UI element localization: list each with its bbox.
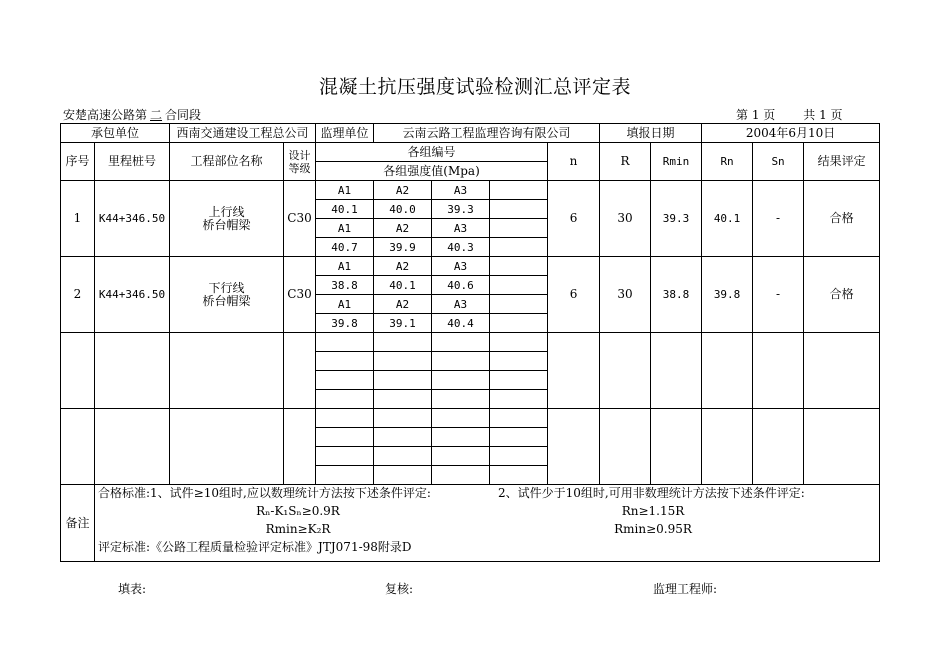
remarks-row	[61, 485, 880, 562]
empty-row	[61, 409, 880, 428]
strength-value: 40.6	[432, 276, 490, 295]
record-grade: C30	[284, 257, 316, 333]
project-suffix: 合同段	[165, 108, 202, 122]
empty-cell	[490, 181, 548, 200]
header-grade: 设计等级	[284, 143, 316, 181]
group-label: A1	[316, 257, 374, 276]
group-label: A2	[374, 219, 432, 238]
empty-cell	[490, 276, 548, 295]
date-label: 填报日期	[600, 124, 702, 143]
remark-condition-1a: Rₙ-K₁Sₙ≥0.9R	[256, 504, 340, 518]
strength-value: 40.1	[316, 200, 374, 219]
remarks-content	[95, 485, 880, 562]
strength-value: 39.8	[316, 314, 374, 333]
summary-table	[60, 123, 880, 562]
page-current: 第 1 页	[736, 108, 776, 122]
header-r: R	[600, 143, 651, 181]
info-row	[61, 124, 880, 143]
header-result: 结果评定	[804, 143, 880, 181]
record-station: K44+346.50	[95, 257, 170, 333]
footer-engineer: 监理工程师:	[653, 582, 718, 596]
supervisor-value: 云南云路工程监理咨询有限公司	[374, 124, 600, 143]
record-grade: C30	[284, 181, 316, 257]
remark-condition-2a: Rmin≥K₂R	[265, 522, 331, 536]
record-part-line1: 下行线	[208, 280, 245, 295]
strength-value: 40.0	[374, 200, 432, 219]
record-part-line1: 上行线	[208, 204, 245, 219]
strength-value: 39.9	[374, 238, 432, 257]
empty-cell	[490, 295, 548, 314]
record-n: 6	[548, 257, 600, 333]
header-strength: 各组强度值(Mpa)	[316, 162, 548, 181]
record-part	[170, 257, 284, 333]
remark-condition-1b: Rn≥1.15R	[621, 504, 685, 518]
empty-cell	[490, 200, 548, 219]
record-sn: -	[753, 181, 804, 257]
header-rmin: Rmin	[651, 143, 702, 181]
section-number: 二	[150, 108, 163, 122]
header-sn: Sn	[753, 143, 804, 181]
empty-cell	[490, 314, 548, 333]
page-total: 共 1 页	[803, 108, 843, 122]
footer-review: 复核:	[385, 582, 414, 596]
remarks-label: 备注	[61, 485, 95, 562]
remark-line-2	[95, 505, 879, 523]
group-label: A1	[316, 219, 374, 238]
remark-condition-2b: Rmin≥0.95R	[614, 522, 692, 536]
contractor-label: 承包单位	[61, 124, 170, 143]
record-r: 30	[600, 257, 651, 333]
record-n: 6	[548, 181, 600, 257]
strength-value: 39.3	[432, 200, 490, 219]
project-section	[63, 106, 201, 123]
record-result: 合格	[804, 257, 880, 333]
header-n: n	[548, 143, 600, 181]
group-label: A3	[432, 295, 490, 314]
record-rmin: 38.8	[651, 257, 702, 333]
remark-standard-1: 合格标准:1、试件≥10组时,应以数理统计方法按下述条件评定:	[98, 486, 431, 500]
page-indicator	[736, 106, 843, 123]
record-part-line2: 桥台帽梁	[202, 217, 251, 232]
record-rn: 40.1	[702, 181, 753, 257]
table-row	[61, 257, 880, 276]
group-label: A2	[374, 295, 432, 314]
record-seq: 2	[61, 257, 95, 333]
record-r: 30	[600, 181, 651, 257]
group-label: A2	[374, 181, 432, 200]
project-prefix: 安楚高速公路第	[63, 108, 148, 122]
footer-fill: 填表:	[118, 582, 147, 596]
remark-line-3	[95, 523, 879, 541]
record-sn: -	[753, 257, 804, 333]
record-seq: 1	[61, 181, 95, 257]
record-station: K44+346.50	[95, 181, 170, 257]
record-part	[170, 181, 284, 257]
group-label: A3	[432, 219, 490, 238]
header-part: 工程部位名称	[170, 143, 284, 181]
group-label: A1	[316, 181, 374, 200]
header-row-1	[61, 143, 880, 162]
record-rn: 39.8	[702, 257, 753, 333]
group-label: A3	[432, 181, 490, 200]
empty-cell	[490, 238, 548, 257]
group-label: A1	[316, 295, 374, 314]
record-rmin: 39.3	[651, 181, 702, 257]
empty-row	[61, 333, 880, 352]
contractor-value: 西南交通建设工程总公司	[170, 124, 316, 143]
empty-cell	[490, 257, 548, 276]
page-title: 混凝土抗压强度试验检测汇总评定表	[318, 76, 631, 98]
header-seq: 序号	[61, 143, 95, 181]
header-station: 里程桩号	[95, 143, 170, 181]
date-value: 2004年6月10日	[702, 124, 880, 143]
group-label: A2	[374, 257, 432, 276]
record-result: 合格	[804, 181, 880, 257]
strength-value: 39.1	[374, 314, 432, 333]
strength-value: 40.1	[374, 276, 432, 295]
remark-line-4	[95, 541, 879, 559]
strength-value: 38.8	[316, 276, 374, 295]
header-group-no: 各组编号	[316, 143, 548, 162]
group-label: A3	[432, 257, 490, 276]
supervisor-label: 监理单位	[316, 124, 374, 143]
header-rn: Rn	[702, 143, 753, 181]
strength-value: 40.3	[432, 238, 490, 257]
remark-line-1	[95, 487, 879, 505]
table-row	[61, 181, 880, 200]
strength-value: 40.4	[432, 314, 490, 333]
empty-cell	[490, 219, 548, 238]
record-part-line2: 桥台帽梁	[202, 293, 251, 308]
remark-evaluation-standard: 评定标准:《公路工程质量检验评定标准》JTJ071-98附录D	[98, 540, 412, 554]
strength-value: 40.7	[316, 238, 374, 257]
remark-standard-2: 2、试件少于10组时,可用非数理统计方法按下述条件评定:	[498, 486, 805, 500]
